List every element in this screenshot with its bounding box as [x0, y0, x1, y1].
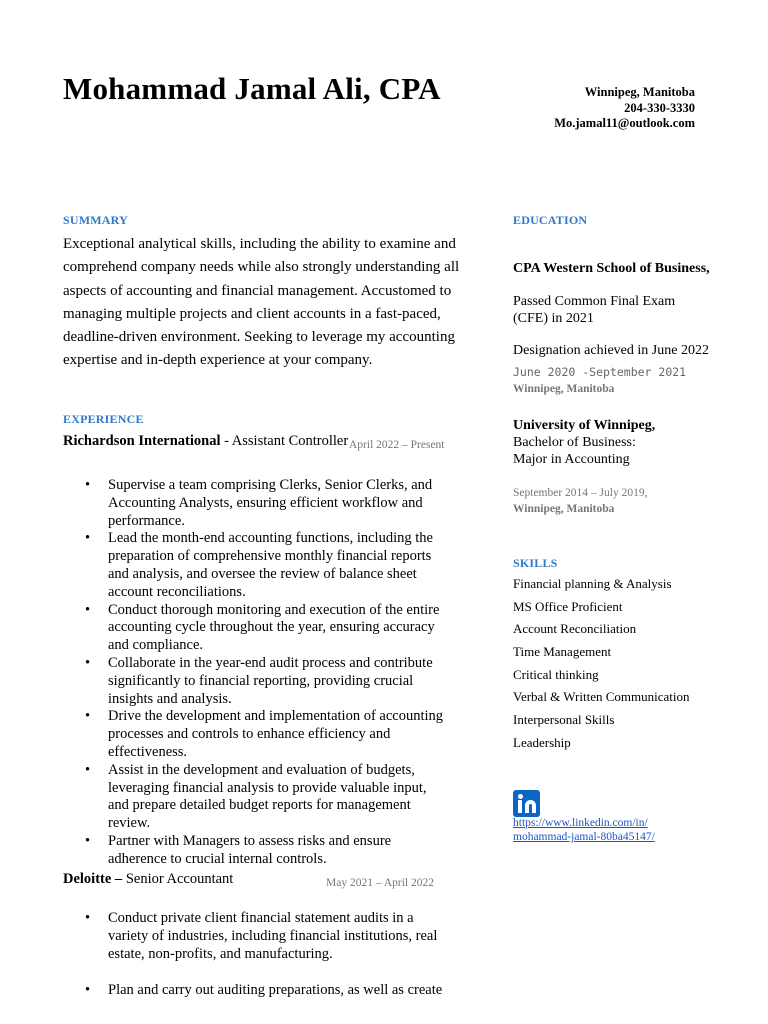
- job-date-wrap-deloitte: [326, 874, 434, 891]
- list-item: • Conduct private client financial statement audits in a variety of industries, including financial institutions, real estate, non-profits, and manufacturing.: [63, 910, 445, 963]
- job-title: Assistant Controller: [231, 433, 349, 449]
- job-dates: May 2021 – April 2022: [326, 877, 434, 889]
- job-company: Richardson International: [63, 433, 221, 449]
- job-separator: -: [220, 433, 232, 449]
- job-date-wrap-richardson: [349, 436, 445, 453]
- education-entry-cpa: [513, 260, 713, 277]
- list-item: • Collaborate in the year-end audit process and contribute significantly to financial reporting, providing crucial insights and analysis.: [63, 655, 445, 708]
- skill-item: Verbal & Written Communication: [513, 689, 690, 705]
- summary-heading: SUMMARY: [63, 213, 128, 227]
- linkedin-url-line2[interactable]: mohammad-jamal-80ba45147/: [513, 831, 655, 843]
- job-header-deloitte: [63, 871, 233, 888]
- list-item: • Assist in the development and evaluation of budgets, leveraging financial analysis to provide valuable input, and prepare detailed budget reports for management review.: [63, 762, 445, 833]
- education-degree: Bachelor of Business:: [513, 435, 636, 450]
- contact-phone: 204-330-3330: [624, 100, 695, 115]
- list-item: • Drive the development and implementation of accounting processes and controls to enhance efficiency and effectiveness.: [63, 708, 445, 761]
- list-item: • Supervise a team comprising Clerks, Senior Clerks, and Accounting Analysts, ensuring efficient workflow and performance.: [63, 477, 445, 530]
- school-name: University of Winnipeg,: [513, 418, 656, 433]
- job-bullets-richardson: [63, 477, 445, 869]
- job-title: Senior Accountant: [125, 871, 234, 887]
- list-item: • Partner with Managers to assess risks and ensure adherence to crucial internal controls.: [63, 833, 445, 869]
- skill-item: Financial planning & Analysis: [513, 576, 672, 591]
- job-header-richardson: [63, 433, 348, 450]
- skill-item: Interpersonal Skills: [513, 712, 615, 728]
- job-dates: April 2022 – Present: [349, 439, 445, 451]
- skill-item: Time Management: [513, 644, 612, 660]
- education-dates: September 2014 – July 2019,: [513, 487, 648, 499]
- skills-list: [513, 573, 690, 755]
- summary-text: Exceptional analytical skills, including the ability to examine and comprehend company needs while also strongly understanding all aspects of accounting and financial management. Accustomed to managing multiple projects and client accounts in a fast-paced, deadline-driven environment. Seeking to leverage my accounting expertise and in-depth experience at your company.: [63, 236, 460, 369]
- linkedin-link[interactable]: [513, 816, 655, 844]
- contact-email[interactable]: Mo.jamal11@outlook.com: [554, 116, 695, 130]
- education-entry-uwinnipeg: [513, 417, 713, 434]
- candidate-name: Mohammad Jamal Ali, CPA: [63, 71, 441, 106]
- list-item: • Lead the month-end accounting functions, including the preparation of comprehensive monthly financial reports and analysis, and oversee the review of balance sheet account reconciliations.: [63, 530, 445, 601]
- skill-item: MS Office Proficient: [513, 598, 623, 614]
- skills-heading: SKILLS: [513, 556, 558, 570]
- skill-item: Leadership: [513, 734, 571, 750]
- linkedin-url-line1[interactable]: https://www.linkedin.com/in/: [513, 817, 648, 829]
- job-bullets-deloitte: [63, 910, 445, 963]
- education-heading: EDUCATION: [513, 213, 588, 227]
- education-line: Passed Common Final Exam (CFE) in 2021: [513, 294, 676, 326]
- linkedin-icon[interactable]: [513, 790, 540, 817]
- skill-item: Critical thinking: [513, 666, 599, 682]
- job-bullets-deloitte-cont: [63, 982, 445, 1000]
- skill-item: Account Reconciliation: [513, 621, 637, 637]
- education-line: Designation achieved in June 2022: [513, 343, 709, 358]
- list-item: • Conduct thorough monitoring and execution of the entire accounting cycle throughout the year, ensuring accuracy and compliance.: [63, 602, 445, 655]
- school-name: CPA Western School of Business,: [513, 261, 710, 276]
- contact-block: [554, 85, 695, 132]
- experience-heading: EXPERIENCE: [63, 412, 144, 426]
- job-company: Deloitte –: [63, 871, 123, 887]
- education-major: Major in Accounting: [513, 452, 630, 467]
- education-location: Winnipeg, Manitoba: [513, 503, 615, 515]
- list-item: • Plan and carry out auditing preparations, as well as create: [63, 982, 445, 1000]
- education-dates: June 2020 -September 2021: [513, 365, 687, 379]
- contact-location: Winnipeg, Manitoba: [584, 85, 695, 99]
- education-location: Winnipeg, Manitoba: [513, 383, 615, 395]
